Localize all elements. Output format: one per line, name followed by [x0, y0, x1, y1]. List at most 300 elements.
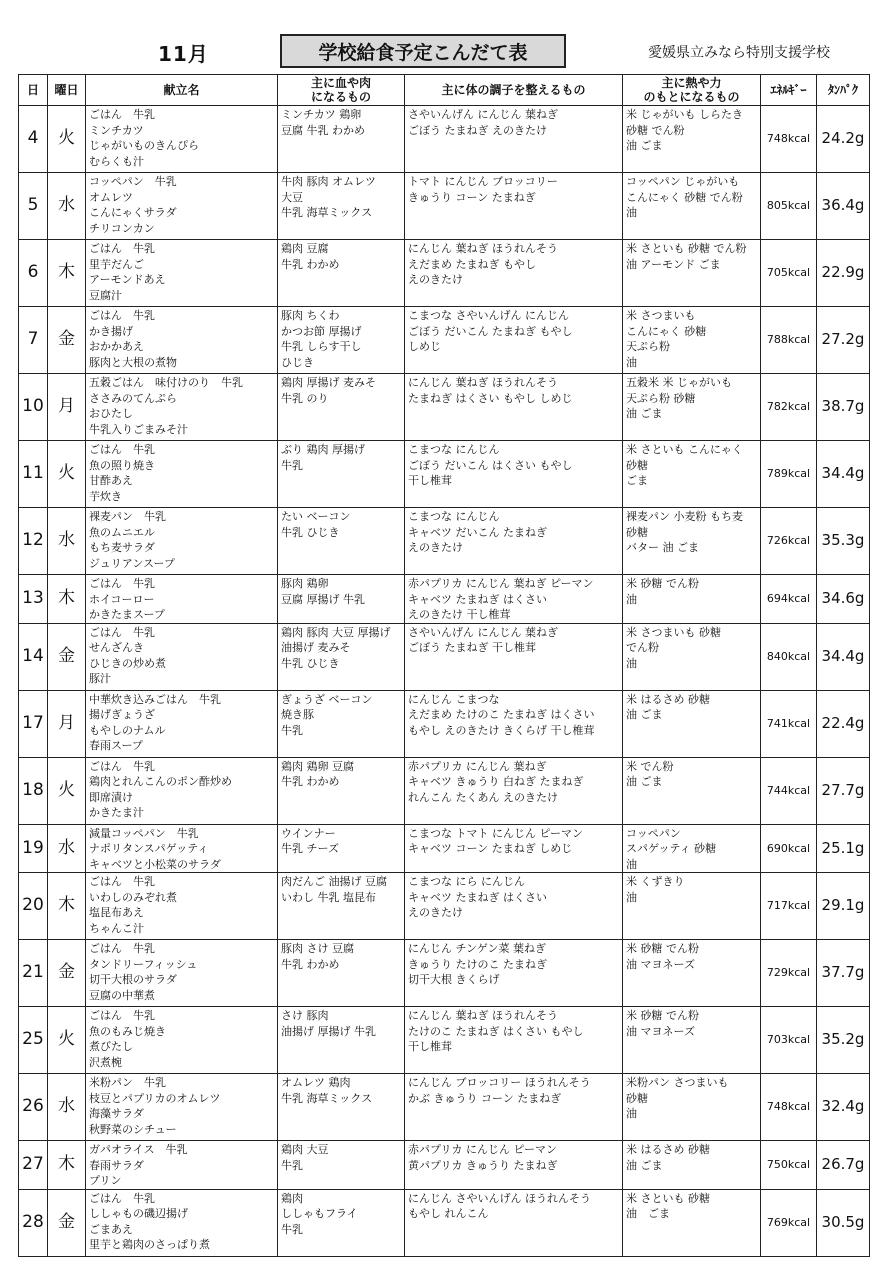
green-food-cell-line: さやいんげん にんじん 葉ねぎ: [408, 625, 558, 639]
menu-cell-line: ごはん 牛乳: [89, 875, 155, 888]
yellow-food-cell: [623, 307, 761, 374]
yellow-food-cell: [623, 508, 761, 575]
red-food-cell-line: 肉だんご 油揚げ 豆腐: [281, 875, 387, 888]
menu-cell: [86, 757, 278, 824]
yellow-food-cell-line: スパゲッティ 砂糖: [626, 842, 717, 855]
yellow-food-cell-line: 米 砂糖 でん粉: [626, 577, 699, 590]
protein-cell: 22.4g: [817, 690, 870, 757]
green-food-cell: [405, 1074, 623, 1141]
header-green: 主に体の調子を整えるもの: [405, 75, 623, 106]
protein-cell: 37.7g: [817, 940, 870, 1007]
weekday-cell: 金: [48, 307, 86, 374]
green-food-cell-line: ごぼう たまねぎ 干し椎茸: [408, 641, 536, 654]
green-food-cell-line: もやし れんこん: [408, 1207, 489, 1220]
red-food-cell-line: 豚肉 さけ 豆腐: [281, 942, 354, 955]
day-cell: 28: [19, 1189, 48, 1256]
month-label: 11月: [158, 42, 209, 66]
menu-cell-line: 揚げぎょうざ: [89, 708, 155, 721]
table-row: [19, 623, 870, 690]
protein-cell: 35.3g: [817, 508, 870, 575]
red-food-cell-line: ぎょうざ ベーコン: [281, 692, 373, 706]
energy-cell: 705kcal: [761, 240, 817, 307]
menu-cell-line: ガパオライス 牛乳: [89, 1143, 188, 1156]
red-food-cell-line: 焼き豚: [281, 708, 314, 721]
red-food-cell-line: 豆腐 厚揚げ 牛乳: [281, 592, 365, 606]
menu-cell-line: 豆腐汁: [89, 288, 122, 302]
red-food-cell: [278, 240, 405, 307]
protein-cell: 34.4g: [817, 623, 870, 690]
green-food-cell-line: たけのこ たまねぎ はくさい もやし: [408, 1024, 584, 1038]
yellow-food-cell-line: 米 さつまいも: [626, 309, 696, 322]
red-food-cell-line: ひじき: [281, 355, 314, 369]
day-cell: 25: [19, 1007, 48, 1074]
menu-cell: [86, 307, 278, 374]
menu-cell-line: ごはん 牛乳: [89, 1191, 155, 1205]
yellow-food-cell: [623, 575, 761, 624]
menu-cell-line: もち麦サラダ: [89, 541, 155, 554]
red-food-cell-line: ぶり 鶏肉 厚揚げ: [281, 443, 365, 456]
table-row: [19, 1074, 870, 1141]
green-food-cell-line: キャベツ だいこん たまねぎ: [408, 525, 547, 539]
green-food-cell-line: トマト にんじん ブロッコリー: [408, 175, 558, 188]
yellow-food-cell-line: 米 砂糖 でん粉: [626, 942, 699, 955]
red-food-cell: [278, 873, 405, 940]
menu-cell-line: ごはん 牛乳: [89, 242, 155, 255]
yellow-food-cell-line: コッペパン: [626, 826, 681, 840]
yellow-food-cell-line: 米 さといも こんにゃく: [626, 443, 743, 456]
table-row: [19, 757, 870, 824]
red-food-cell-line: たい ベーコン: [281, 510, 351, 523]
menu-cell: [86, 240, 278, 307]
menu-cell-line: ごはん 牛乳: [89, 443, 155, 456]
green-food-cell: [405, 374, 623, 441]
menu-cell: [86, 374, 278, 441]
green-food-cell-line: えのきたけ: [408, 906, 463, 919]
table-row: [19, 873, 870, 940]
green-food-cell: [405, 757, 623, 824]
green-food-cell-line: きゅうり コーン たまねぎ: [408, 190, 536, 204]
yellow-food-cell-line: 米 くずきり: [626, 875, 685, 888]
menu-cell-line: ごはん 牛乳: [89, 1009, 155, 1022]
yellow-food-cell-line: 米 さといも 砂糖: [626, 1191, 710, 1205]
energy-cell: 690kcal: [761, 824, 817, 873]
protein-cell: 29.1g: [817, 873, 870, 940]
yellow-food-cell: [623, 623, 761, 690]
day-cell: 5: [19, 173, 48, 240]
red-food-cell: [278, 307, 405, 374]
red-food-cell-line: いわし 牛乳 塩昆布: [281, 890, 376, 904]
menu-cell-line: 枝豆とパプリカのオムレツ: [89, 1091, 221, 1105]
green-food-cell-line: もやし えのきたけ きくらげ 干し椎茸: [408, 723, 595, 737]
menu-cell-line: ごはん 牛乳: [89, 942, 155, 955]
menu-cell: [86, 508, 278, 575]
green-food-cell-line: かぶ きゅうり コーン たまねぎ: [408, 1091, 562, 1105]
menu-cell-line: ミンチカツ: [89, 123, 144, 137]
yellow-food-cell-line: 米 さといも 砂糖 でん粉: [626, 242, 747, 255]
table-row: [19, 824, 870, 873]
yellow-food-cell: [623, 173, 761, 240]
menu-cell-line: ささみのてんぷら: [89, 391, 177, 405]
menu-cell-line: ごはん 牛乳: [89, 625, 155, 639]
red-food-cell: [278, 690, 405, 757]
yellow-food-cell: [623, 106, 761, 173]
menu-cell-line: 米粉パン 牛乳: [89, 1076, 166, 1089]
protein-cell: 22.9g: [817, 240, 870, 307]
menu-cell-line: 春雨スープ: [89, 739, 143, 752]
protein-cell: 27.7g: [817, 757, 870, 824]
yellow-food-cell-line: でん粉: [626, 641, 659, 654]
green-food-cell-line: ごぼう だいこん はくさい もやし: [408, 458, 573, 472]
protein-cell: 35.2g: [817, 1007, 870, 1074]
menu-cell-line: 裸麦パン 牛乳: [89, 510, 166, 523]
menu-cell-line: プリン: [89, 1174, 122, 1187]
green-food-cell: [405, 1007, 623, 1074]
menu-cell-line: ジュリアンスープ: [89, 556, 175, 570]
green-food-cell: [405, 441, 623, 508]
green-food-cell: [405, 106, 623, 173]
protein-cell: 30.5g: [817, 1189, 870, 1256]
menu-cell-line: むらくも汁: [89, 154, 144, 168]
green-food-cell-line: にんじん 葉ねぎ ほうれんそう: [408, 242, 558, 255]
green-food-cell: [405, 508, 623, 575]
green-food-cell-line: こまつな トマト にんじん ピーマン: [408, 826, 584, 840]
menu-cell-line: 煮びたし: [89, 1040, 133, 1053]
red-food-cell-line: 豚肉 鶏卵: [281, 577, 329, 590]
red-food-cell: [278, 623, 405, 690]
yellow-food-cell-line: 油: [626, 206, 637, 219]
day-cell: 19: [19, 824, 48, 873]
yellow-food-cell-line: 油: [626, 857, 637, 871]
energy-cell: 789kcal: [761, 441, 817, 508]
yellow-food-cell-line: 天ぷら粉: [626, 340, 670, 353]
green-food-cell-line: にんじん 葉ねぎ ほうれんそう: [408, 376, 558, 389]
day-cell: 20: [19, 873, 48, 940]
green-food-cell-line: たまねぎ はくさい もやし しめじ: [408, 391, 573, 405]
yellow-food-cell: [623, 873, 761, 940]
yellow-food-cell-line: 砂糖 でん粉: [626, 123, 685, 137]
red-food-cell-line: 牛乳 わかめ: [281, 957, 340, 971]
weekday-cell: 火: [48, 1007, 86, 1074]
yellow-food-cell-line: 米 さつまいも 砂糖: [626, 625, 721, 639]
red-food-cell: [278, 1074, 405, 1141]
weekday-cell: 月: [48, 374, 86, 441]
red-food-cell-line: 牛乳 ひじき: [281, 656, 340, 670]
menu-cell: [86, 1189, 278, 1256]
weekday-cell: 木: [48, 1141, 86, 1190]
menu-cell: [86, 824, 278, 873]
red-food-cell-line: 鶏肉 厚揚げ 麦みそ: [281, 376, 376, 389]
energy-cell: 729kcal: [761, 940, 817, 1007]
green-food-cell-line: キャベツ コーン たまねぎ しめじ: [408, 842, 573, 855]
weekday-cell: 木: [48, 873, 86, 940]
menu-cell-line: 塩昆布あえ: [89, 906, 144, 919]
day-cell: 11: [19, 441, 48, 508]
red-food-cell-line: 牛乳 わかめ: [281, 257, 340, 271]
menu-cell-line: じゃがいものきんぴら: [89, 139, 199, 152]
protein-cell: 25.1g: [817, 824, 870, 873]
yellow-food-cell-line: 裸麦パン 小麦粉 もち麦: [626, 510, 743, 523]
protein-cell: 38.7g: [817, 374, 870, 441]
menu-cell-line: キャベツと小松菜のサラダ: [89, 857, 221, 871]
header-menu: 献立名: [86, 75, 278, 106]
red-food-cell-line: オムレツ 鶏肉: [281, 1076, 351, 1089]
menu-cell-line: ちゃんこ汁: [89, 921, 144, 935]
yellow-food-cell-line: 油: [626, 355, 637, 369]
green-food-cell-line: にんじん 葉ねぎ ほうれんそう: [408, 1009, 558, 1022]
yellow-food-cell-line: 五穀米 米 じゃがいも: [626, 376, 732, 389]
menu-cell-line: タンドリーフィッシュ: [89, 957, 198, 971]
protein-cell: 26.7g: [817, 1141, 870, 1190]
menu-cell: [86, 690, 278, 757]
table-row: [19, 575, 870, 624]
weekday-cell: 水: [48, 508, 86, 575]
energy-cell: 726kcal: [761, 508, 817, 575]
yellow-food-cell-line: 油 ごま: [626, 775, 663, 788]
menu-cell-line: 里芋と鶏肉のさっぱり煮: [89, 1238, 210, 1251]
menu-cell-line: 甘酢あえ: [89, 474, 133, 487]
red-food-cell-line: 油揚げ 麦みそ: [281, 641, 351, 654]
weekday-cell: 金: [48, 623, 86, 690]
green-food-cell-line: 黄パプリカ きゅうり たまねぎ: [408, 1158, 558, 1172]
yellow-food-cell-line: 油: [626, 656, 637, 670]
weekday-cell: 水: [48, 1074, 86, 1141]
red-food-cell: [278, 441, 405, 508]
red-food-cell-line: 牛肉 豚肉 オムレツ: [281, 175, 376, 188]
table-row: [19, 307, 870, 374]
yellow-food-cell-line: 米粉パン さつまいも: [626, 1076, 729, 1089]
red-food-cell-line: ウインナー: [281, 826, 336, 840]
menu-cell-line: オムレツ: [89, 190, 133, 204]
green-food-cell-line: れんこん たくあん えのきたけ: [408, 790, 558, 804]
menu-cell: [86, 940, 278, 1007]
menu-cell-line: ひじきの炒め煮: [89, 656, 166, 670]
red-food-cell: [278, 106, 405, 173]
day-cell: 18: [19, 757, 48, 824]
menu-cell-line: 減量コッペパン 牛乳: [89, 826, 199, 840]
yellow-food-cell-line: 砂糖: [626, 525, 648, 539]
header-day: 日: [19, 75, 48, 106]
green-food-cell-line: 干し椎茸: [408, 1040, 452, 1053]
menu-cell-line: ごはん 牛乳: [89, 108, 155, 121]
menu-cell-line: 秋野菜のシチュー: [89, 1122, 177, 1136]
yellow-food-cell: [623, 757, 761, 824]
energy-cell: 750kcal: [761, 1141, 817, 1190]
red-food-cell: [278, 173, 405, 240]
red-food-cell: [278, 374, 405, 441]
red-food-cell-line: 牛乳 しらす干し: [281, 340, 362, 353]
red-food-cell-line: 油揚げ 厚揚げ 牛乳: [281, 1024, 376, 1038]
menu-cell-line: せんざんき: [89, 641, 144, 654]
green-food-cell-line: 赤パプリカ にんじん 葉ねぎ ピーマン: [408, 577, 594, 590]
red-food-cell-line: さけ 豚肉: [281, 1009, 329, 1022]
green-food-cell-line: にんじん さやいんげん ほうれんそう: [408, 1191, 591, 1205]
green-food-cell-line: にんじん こまつな: [408, 692, 500, 706]
green-food-cell: [405, 575, 623, 624]
green-food-cell: [405, 173, 623, 240]
red-food-cell-line: 鶏肉 大豆: [281, 1143, 329, 1156]
red-food-cell-line: 牛乳 チーズ: [281, 842, 339, 855]
menu-cell-line: ごまあえ: [89, 1222, 133, 1236]
yellow-food-cell-line: 油 ごま: [626, 1207, 670, 1220]
yellow-food-cell: [623, 1074, 761, 1141]
yellow-food-cell-line: 米 でん粉: [626, 759, 674, 773]
yellow-food-cell-line: 砂糖: [626, 458, 648, 472]
yellow-food-cell-line: 油 マヨネーズ: [626, 957, 695, 971]
red-food-cell-line: ミンチカツ 鶏卵: [281, 108, 362, 121]
menu-cell-line: 魚のムニエル: [89, 525, 155, 539]
energy-cell: 694kcal: [761, 575, 817, 624]
energy-cell: 741kcal: [761, 690, 817, 757]
menu-cell-line: ししゃもの磯辺揚げ: [89, 1207, 188, 1220]
yellow-food-cell-line: コッペパン じゃがいも: [626, 175, 740, 188]
day-cell: 13: [19, 575, 48, 624]
menu-cell-line: ごはん 牛乳: [89, 577, 155, 590]
menu-cell-line: かきたま汁: [89, 806, 144, 819]
yellow-food-cell: [623, 374, 761, 441]
menu-cell: [86, 1074, 278, 1141]
green-food-cell-line: キャベツ たまねぎ はくさい: [408, 592, 547, 606]
yellow-food-cell-line: 油 ごま: [626, 139, 663, 152]
red-food-cell-line: 鶏肉 豚肉 大豆 厚揚げ: [281, 625, 391, 639]
menu-cell-line: 豚肉と大根の煮物: [89, 355, 177, 369]
school-name: 愛媛県立みなら特別支援学校: [648, 45, 830, 61]
weekday-cell: 木: [48, 575, 86, 624]
menu-cell: [86, 1007, 278, 1074]
red-food-cell-line: 牛乳 わかめ: [281, 775, 340, 788]
energy-cell: 748kcal: [761, 106, 817, 173]
yellow-food-cell-line: こんにゃく 砂糖: [626, 324, 707, 338]
green-food-cell-line: えのきたけ: [408, 541, 463, 554]
yellow-food-cell-line: 油 ごま: [626, 1158, 663, 1172]
red-food-cell-line: 牛乳: [281, 1222, 303, 1236]
green-food-cell: [405, 240, 623, 307]
menu-cell: [86, 1141, 278, 1190]
green-food-cell: [405, 1189, 623, 1256]
energy-cell: 748kcal: [761, 1074, 817, 1141]
protein-cell: 36.4g: [817, 173, 870, 240]
weekday-cell: 火: [48, 441, 86, 508]
day-cell: 6: [19, 240, 48, 307]
green-food-cell-line: 赤パプリカ にんじん ピーマン: [408, 1143, 558, 1156]
energy-cell: 744kcal: [761, 757, 817, 824]
yellow-food-cell: [623, 824, 761, 873]
yellow-food-cell-line: ごま: [626, 474, 648, 487]
energy-cell: 769kcal: [761, 1189, 817, 1256]
menu-cell-line: 鶏肉とれんこんのポン酢炒め: [89, 775, 232, 788]
green-food-cell-line: えだまめ たまねぎ もやし: [408, 257, 536, 271]
yellow-food-cell-line: 油 ごま: [626, 407, 663, 420]
yellow-food-cell: [623, 1189, 761, 1256]
red-food-cell-line: ししゃもフライ: [281, 1207, 358, 1220]
red-food-cell: [278, 757, 405, 824]
yellow-food-cell: [623, 1141, 761, 1190]
green-food-cell: [405, 940, 623, 1007]
menu-cell-line: いわしのみぞれ煮: [89, 890, 177, 904]
red-food-cell-line: 大豆: [281, 190, 303, 204]
menu-cell-line: 海藻サラダ: [89, 1107, 144, 1120]
green-food-cell: [405, 873, 623, 940]
green-food-cell-line: 切干大根 きくらげ: [408, 973, 500, 986]
day-cell: 14: [19, 623, 48, 690]
green-food-cell-line: きゅうり たけのこ たまねぎ: [408, 957, 547, 971]
protein-cell: 34.6g: [817, 575, 870, 624]
energy-cell: 717kcal: [761, 873, 817, 940]
table-row: [19, 173, 870, 240]
menu-cell-line: 切干大根のサラダ: [89, 973, 177, 986]
protein-cell: 24.2g: [817, 106, 870, 173]
red-food-cell-line: 牛乳: [281, 458, 303, 472]
red-food-cell-line: 豆腐 牛乳 わかめ: [281, 123, 365, 137]
day-cell: 4: [19, 106, 48, 173]
menu-cell-line: こんにゃくサラダ: [89, 206, 177, 219]
table-row: [19, 940, 870, 1007]
menu-cell: [86, 173, 278, 240]
menu-cell-line: 牛乳入りごまみそ汁: [89, 422, 188, 436]
red-food-cell-line: 牛乳 のり: [281, 391, 329, 405]
menu-cell-line: おひたし: [89, 407, 133, 420]
menu-cell-line: 豆腐の中華煮: [89, 988, 155, 1002]
table-row: [19, 441, 870, 508]
header-row: [19, 75, 870, 106]
green-food-cell-line: ごぼう たまねぎ えのきたけ: [408, 123, 547, 137]
header-energy: ｴﾈﾙｷﾞｰ: [761, 75, 817, 106]
page-title: 学校給食予定こんだて表: [280, 34, 566, 68]
menu-cell-line: 五穀ごはん 味付けのり 牛乳: [89, 376, 243, 389]
weekday-cell: 金: [48, 1189, 86, 1256]
yellow-food-cell-line: 油: [626, 890, 637, 904]
red-food-cell: [278, 1141, 405, 1190]
menu-cell-line: 沢煮椀: [89, 1055, 122, 1069]
menu-cell: [86, 441, 278, 508]
menu-cell-line: かき揚げ: [89, 324, 133, 338]
yellow-food-cell-line: 油: [626, 1107, 637, 1120]
energy-cell: 703kcal: [761, 1007, 817, 1074]
menu-cell-line: かきたまスープ: [89, 608, 165, 621]
menu-cell-line: もやしのナムル: [89, 723, 166, 737]
menu-cell-line: 豚汁: [89, 672, 111, 685]
red-food-cell-line: 鶏肉: [281, 1191, 303, 1205]
yellow-food-cell-line: こんにゃく 砂糖 でん粉: [626, 190, 743, 204]
menu-cell: [86, 623, 278, 690]
table-row: [19, 508, 870, 575]
green-food-cell: [405, 307, 623, 374]
yellow-food-cell: [623, 240, 761, 307]
yellow-food-cell-line: 油 アーモンド ごま: [626, 257, 721, 271]
energy-cell: 782kcal: [761, 374, 817, 441]
green-food-cell-line: ごぼう だいこん たまねぎ もやし: [408, 324, 573, 338]
green-food-cell-line: キャベツ たまねぎ はくさい: [408, 890, 547, 904]
red-food-cell-line: 鶏肉 鶏卵 豆腐: [281, 759, 354, 773]
green-food-cell-line: こまつな にんじん: [408, 443, 500, 456]
table-row: [19, 1007, 870, 1074]
weekday-cell: 火: [48, 757, 86, 824]
menu-cell-line: ホイコーロー: [89, 592, 155, 606]
red-food-cell: [278, 824, 405, 873]
yellow-food-cell-line: 砂糖: [626, 1091, 648, 1105]
table-row: [19, 106, 870, 173]
menu-cell-line: チリコンカン: [89, 221, 155, 235]
day-cell: 26: [19, 1074, 48, 1141]
yellow-food-cell-line: 米 じゃがいも しらたき: [626, 108, 743, 121]
day-cell: 12: [19, 508, 48, 575]
green-food-cell-line: こまつな にんじん: [408, 510, 500, 523]
header-weekday: 曜日: [48, 75, 86, 106]
header-protein: ﾀﾝﾊﾟｸ: [817, 75, 870, 106]
red-food-cell-line: 牛乳 海草ミックス: [281, 206, 373, 219]
day-cell: 27: [19, 1141, 48, 1190]
day-cell: 21: [19, 940, 48, 1007]
header-red: 主に血や肉 になるもの: [278, 75, 405, 106]
